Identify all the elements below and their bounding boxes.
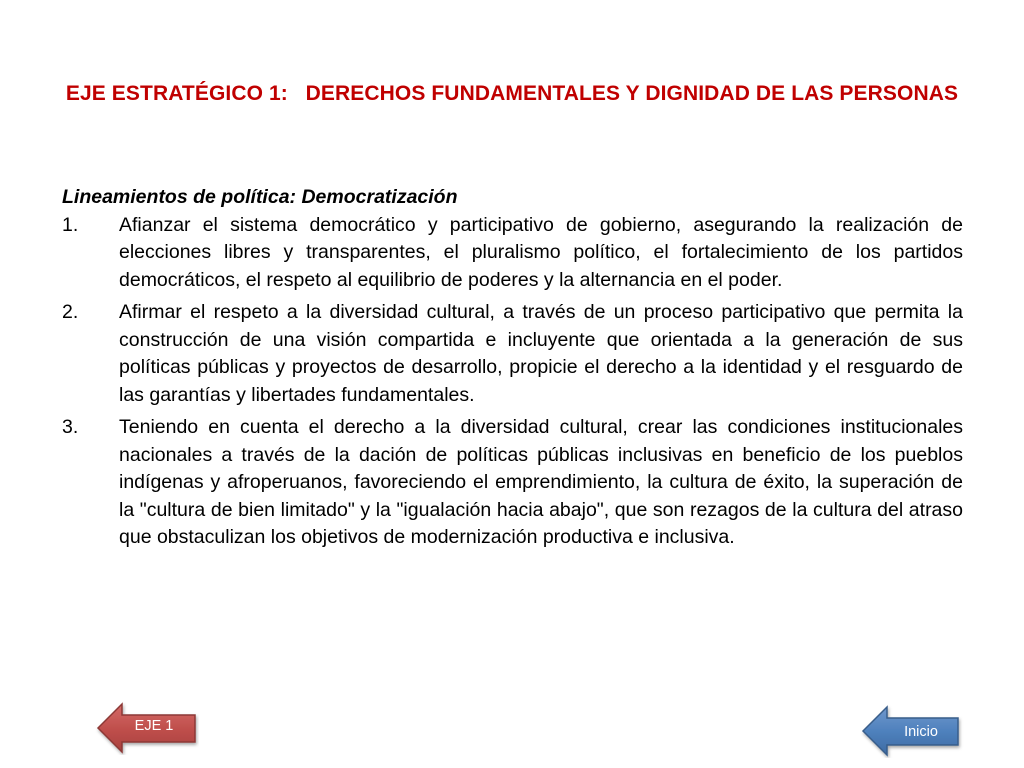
slide-content [62, 184, 963, 557]
eje-1-button[interactable] [95, 701, 199, 755]
slide-title: EJE ESTRATÉGICO 1: DERECHOS FUNDAMENTALES Y DIGNIDAD DE LAS PERSONAS [65, 82, 959, 105]
list-item [62, 212, 963, 295]
list-item-text: Teniendo en cuenta el derecho a la diversidad cultural, crear las condiciones institucionales nacionales a través de la dación de políticas públicas inclusivas en beneficio de los pueblos indígenas y afroperuanos, favoreciendo el emprendimiento, la cultura de éxito, la superación de la "cultura de bien limitado" y la "igualación hacia abajo", que son rezagos de la cultura del atraso que obstaculizan los objetivos de modernización productiva e inclusiva. [119, 416, 963, 548]
inicio-button[interactable] [860, 704, 964, 758]
list-item-text: Afirmar el respeto a la diversidad cultural, a través de un proceso participativo que permita la construcción de una visión compartida e incluyente que orientada a la generación de sus políticas públicas y proyectos de desarrollo, propicie el derecho a la identidad y el resguardo de las garantías y libertades fundamentales. [119, 301, 963, 406]
list-item-number: 2. [62, 301, 79, 323]
section-heading: Lineamientos de política: Democratización [62, 186, 458, 208]
eje-1-button-label: EJE 1 [134, 718, 174, 734]
list-item-number: 1. [62, 213, 79, 236]
list-item-text: Afianzar el sistema democrático y participativo de gobierno, asegurando la realización de elecciones libres y transparentes, el pluralismo político, el fortalecimiento de los partidos democráticos, el respeto al equilibrio de poderes y la alternancia en el poder. [119, 213, 963, 291]
inicio-button-label: Inicio [904, 724, 938, 740]
list-item [62, 299, 963, 409]
guidelines-list [62, 212, 963, 552]
list-item [62, 414, 963, 552]
list-item-number: 3. [62, 416, 79, 438]
